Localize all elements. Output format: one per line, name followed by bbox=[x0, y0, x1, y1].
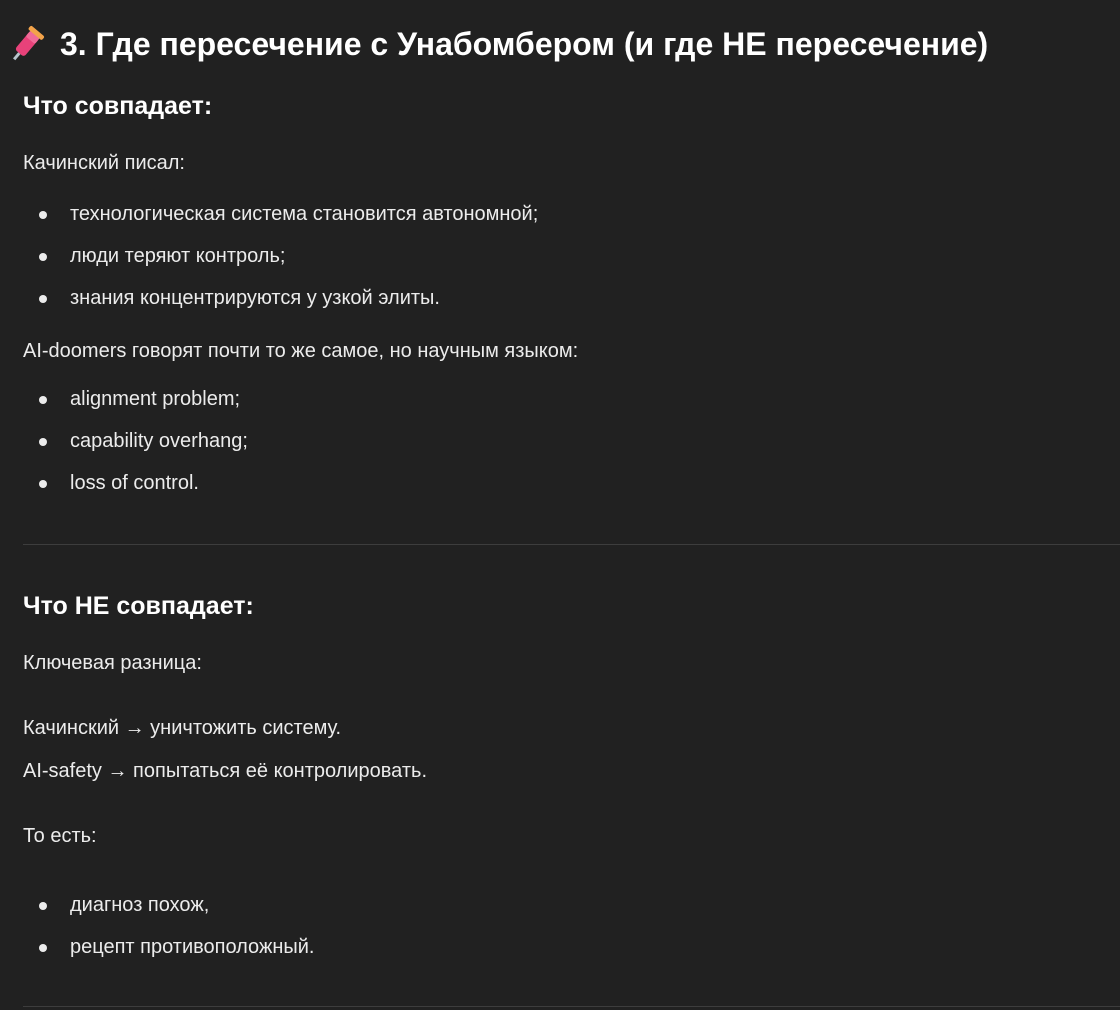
section-heading bbox=[8, 22, 988, 66]
paragraph-ai-safety-line: AI-safety → попытаться её контролировать. bbox=[23, 760, 427, 782]
divider bbox=[23, 1006, 1120, 1007]
bullet-icon bbox=[39, 211, 47, 219]
paragraph-that-is: То есть: bbox=[23, 825, 97, 847]
bullet-icon bbox=[39, 480, 47, 488]
paragraph-doomers-intro: AI-doomers говорят почти то же самое, но научным языком: bbox=[23, 340, 579, 362]
bullet-icon bbox=[39, 253, 47, 261]
syringe-icon bbox=[8, 22, 46, 66]
paragraph-kaczynski-intro: Качинский писал: bbox=[23, 152, 185, 174]
bullet-icon bbox=[39, 944, 47, 952]
bullet-icon bbox=[39, 902, 47, 910]
bullet-icon bbox=[39, 438, 47, 446]
paragraph-key-difference: Ключевая разница: bbox=[23, 652, 202, 674]
bullet-icon bbox=[39, 295, 47, 303]
divider bbox=[23, 544, 1120, 545]
paragraph-kaczynski-line: Качинский → уничтожить систему. bbox=[23, 717, 342, 739]
section-heading-text: 3. Где пересечение с Унабомбером (и где НЕ пересечение) bbox=[60, 25, 989, 62]
subheading-match: Что совпадает: bbox=[23, 92, 213, 120]
bullet-icon bbox=[39, 396, 47, 404]
subheading-mismatch: Что НЕ совпадает: bbox=[23, 592, 254, 620]
